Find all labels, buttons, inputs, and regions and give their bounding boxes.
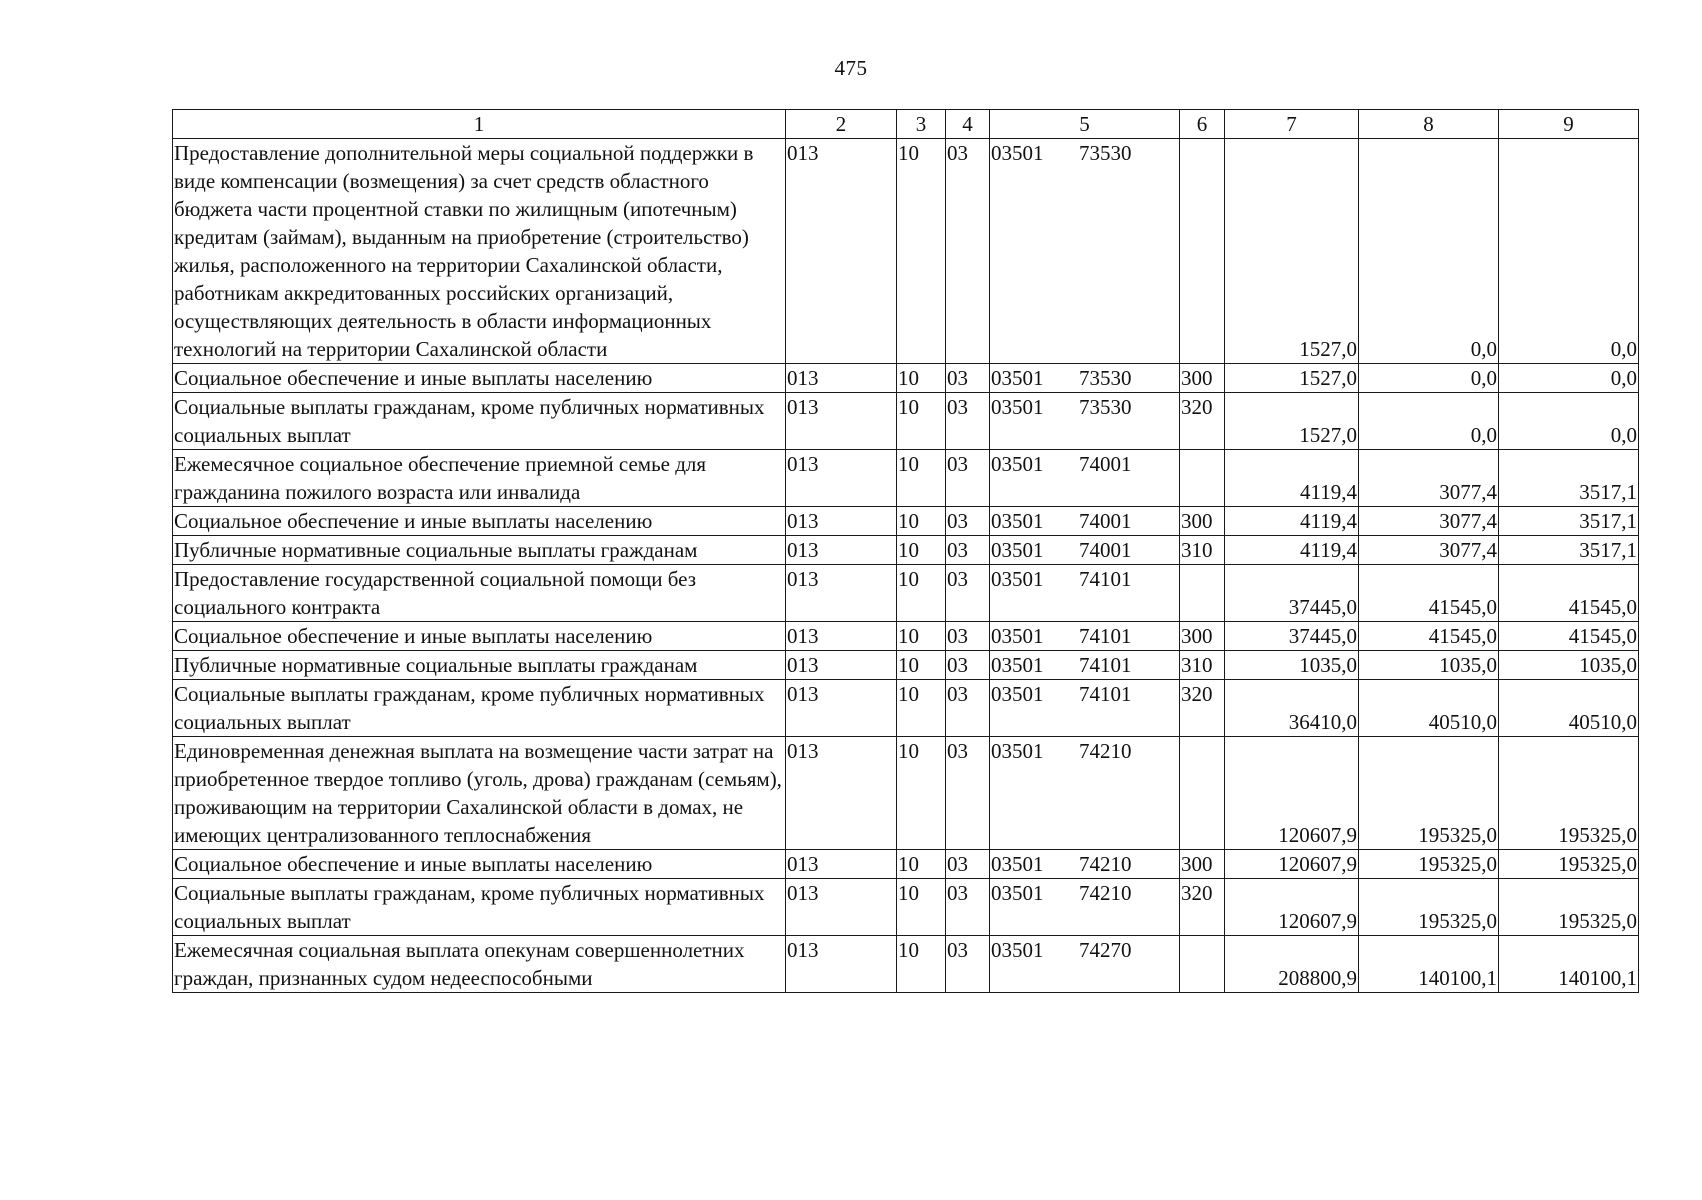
row-value-col8: 40510,0 — [1359, 680, 1499, 737]
row-value-col7: 4119,4 — [1225, 536, 1359, 565]
row-program-code — [990, 450, 1180, 507]
row-section-code: 10 — [897, 737, 946, 850]
row-expense-type-code: 300 — [1180, 850, 1225, 879]
row-description: Публичные нормативные социальные выплаты гражданам — [173, 651, 786, 680]
row-admin-code: 013 — [786, 139, 897, 364]
row-program-code-part2: 74210 — [1079, 739, 1132, 763]
table-row — [173, 507, 1639, 536]
row-program-code-part1: 03501 — [991, 366, 1044, 390]
row-expense-type-code: 310 — [1180, 536, 1225, 565]
row-description: Социальное обеспечение и иные выплаты населению — [173, 507, 786, 536]
row-section-code: 10 — [897, 622, 946, 651]
row-value-col7: 120607,9 — [1225, 879, 1359, 936]
row-value-col9: 1035,0 — [1499, 651, 1639, 680]
row-value-col8: 0,0 — [1359, 364, 1499, 393]
row-program-code — [990, 936, 1180, 993]
table-row — [173, 565, 1639, 622]
row-value-col9: 41545,0 — [1499, 565, 1639, 622]
row-program-code-part2: 74210 — [1079, 881, 1132, 905]
header-cell-9: 9 — [1499, 110, 1639, 139]
header-cell-4: 4 — [946, 110, 990, 139]
budget-table — [172, 109, 1639, 993]
row-admin-code: 013 — [786, 737, 897, 850]
row-program-code-part2: 74270 — [1079, 938, 1132, 962]
row-value-col7: 120607,9 — [1225, 850, 1359, 879]
row-program-code — [990, 507, 1180, 536]
row-subsection-code: 03 — [946, 651, 990, 680]
row-program-code — [990, 651, 1180, 680]
row-admin-code: 013 — [786, 536, 897, 565]
row-value-col9: 0,0 — [1499, 139, 1639, 364]
header-cell-8: 8 — [1359, 110, 1499, 139]
row-value-col8: 0,0 — [1359, 393, 1499, 450]
row-subsection-code: 03 — [946, 850, 990, 879]
row-subsection-code: 03 — [946, 507, 990, 536]
table-row — [173, 622, 1639, 651]
row-description: Социальное обеспечение и иные выплаты населению — [173, 622, 786, 651]
row-value-col8: 3077,4 — [1359, 536, 1499, 565]
row-program-code — [990, 139, 1180, 364]
row-subsection-code: 03 — [946, 393, 990, 450]
row-program-code-part1: 03501 — [991, 653, 1044, 677]
table-row — [173, 393, 1639, 450]
row-admin-code: 013 — [786, 936, 897, 993]
row-value-col8: 3077,4 — [1359, 507, 1499, 536]
row-program-code-part1: 03501 — [991, 452, 1044, 476]
row-value-col8: 1035,0 — [1359, 651, 1499, 680]
row-value-col7: 1527,0 — [1225, 139, 1359, 364]
row-subsection-code: 03 — [946, 364, 990, 393]
table-row — [173, 651, 1639, 680]
row-value-col9: 0,0 — [1499, 364, 1639, 393]
table-row — [173, 879, 1639, 936]
row-value-col9: 140100,1 — [1499, 936, 1639, 993]
row-program-code — [990, 680, 1180, 737]
header-cell-3: 3 — [897, 110, 946, 139]
row-value-col9: 195325,0 — [1499, 850, 1639, 879]
table-row — [173, 139, 1639, 364]
row-description: Публичные нормативные социальные выплаты гражданам — [173, 536, 786, 565]
row-program-code-part2: 73530 — [1079, 395, 1132, 419]
table-row — [173, 680, 1639, 737]
row-value-col9: 40510,0 — [1499, 680, 1639, 737]
row-value-col8: 195325,0 — [1359, 737, 1499, 850]
header-cell-5: 5 — [990, 110, 1180, 139]
row-section-code: 10 — [897, 139, 946, 364]
row-value-col7: 120607,9 — [1225, 737, 1359, 850]
row-subsection-code: 03 — [946, 536, 990, 565]
row-description: Социальные выплаты гражданам, кроме публичных нормативных социальных выплат — [173, 393, 786, 450]
row-program-code — [990, 393, 1180, 450]
row-value-col8: 41545,0 — [1359, 622, 1499, 651]
row-program-code-part2: 74210 — [1079, 852, 1132, 876]
row-admin-code: 013 — [786, 879, 897, 936]
row-admin-code: 013 — [786, 622, 897, 651]
row-description: Социальное обеспечение и иные выплаты населению — [173, 850, 786, 879]
row-admin-code: 013 — [786, 450, 897, 507]
row-description: Единовременная денежная выплата на возмещение части затрат на приобретенное твердое топливо (уголь, дрова) гражданам (семьям), проживающим на территории Сахалинской области в домах, не имеющих централизованного теплоснабжения — [173, 737, 786, 850]
row-value-col8: 195325,0 — [1359, 879, 1499, 936]
header-cell-1: 1 — [173, 110, 786, 139]
row-value-col7: 1527,0 — [1225, 364, 1359, 393]
row-program-code — [990, 737, 1180, 850]
row-section-code: 10 — [897, 507, 946, 536]
row-program-code — [990, 850, 1180, 879]
header-cell-2: 2 — [786, 110, 897, 139]
row-section-code: 10 — [897, 393, 946, 450]
row-expense-type-code: 300 — [1180, 622, 1225, 651]
row-value-col8: 0,0 — [1359, 139, 1499, 364]
row-program-code-part1: 03501 — [991, 624, 1044, 648]
row-program-code-part2: 74101 — [1079, 567, 1132, 591]
row-value-col9: 41545,0 — [1499, 622, 1639, 651]
row-admin-code: 013 — [786, 364, 897, 393]
row-value-col9: 3517,1 — [1499, 450, 1639, 507]
row-value-col9: 195325,0 — [1499, 879, 1639, 936]
row-expense-type-code — [1180, 450, 1225, 507]
row-section-code: 10 — [897, 879, 946, 936]
row-section-code: 10 — [897, 450, 946, 507]
table-row — [173, 850, 1639, 879]
table-row — [173, 364, 1639, 393]
row-value-col9: 3517,1 — [1499, 507, 1639, 536]
row-subsection-code: 03 — [946, 622, 990, 651]
row-admin-code: 013 — [786, 565, 897, 622]
row-program-code-part1: 03501 — [991, 739, 1044, 763]
row-program-code-part2: 74101 — [1079, 682, 1132, 706]
row-admin-code: 013 — [786, 680, 897, 737]
row-description: Социальное обеспечение и иные выплаты населению — [173, 364, 786, 393]
row-value-col7: 1527,0 — [1225, 393, 1359, 450]
row-expense-type-code — [1180, 565, 1225, 622]
page-number: 475 — [834, 56, 868, 80]
header-cell-7: 7 — [1225, 110, 1359, 139]
row-expense-type-code: 320 — [1180, 393, 1225, 450]
row-value-col9: 3517,1 — [1499, 536, 1639, 565]
table-row — [173, 936, 1639, 993]
row-subsection-code: 03 — [946, 737, 990, 850]
row-expense-type-code: 300 — [1180, 507, 1225, 536]
row-description: Предоставление дополнительной меры социальной поддержки в виде компенсации (возмещения) за счет средств областного бюджета части процентной ставки по жилищным (ипотечным) кредитам (займам), выданным на приобретение (строительство) жилья, расположенного на территории Сахалинской области, работникам аккредитованных российских организаций, осуществляющих деятельность в области информационных технологий на территории Сахалинской области — [173, 139, 786, 364]
row-description: Ежемесячная социальная выплата опекунам совершеннолетних граждан, признанных судом недееспособными — [173, 936, 786, 993]
row-program-code-part2: 73530 — [1079, 366, 1132, 390]
row-program-code-part1: 03501 — [991, 682, 1044, 706]
row-value-col8: 195325,0 — [1359, 850, 1499, 879]
row-value-col8: 140100,1 — [1359, 936, 1499, 993]
row-program-code-part1: 03501 — [991, 881, 1044, 905]
row-expense-type-code: 300 — [1180, 364, 1225, 393]
row-description: Социальные выплаты гражданам, кроме публичных нормативных социальных выплат — [173, 879, 786, 936]
table-row — [173, 450, 1639, 507]
header-cell-6: 6 — [1180, 110, 1225, 139]
row-value-col7: 37445,0 — [1225, 565, 1359, 622]
row-program-code-part1: 03501 — [991, 567, 1044, 591]
row-program-code-part2: 74101 — [1079, 653, 1132, 677]
row-subsection-code: 03 — [946, 936, 990, 993]
row-value-col7: 37445,0 — [1225, 622, 1359, 651]
header-row — [173, 110, 1639, 139]
row-subsection-code: 03 — [946, 139, 990, 364]
row-program-code-part2: 74001 — [1079, 538, 1132, 562]
row-program-code-part2: 74101 — [1079, 624, 1132, 648]
row-expense-type-code — [1180, 139, 1225, 364]
row-value-col7: 4119,4 — [1225, 507, 1359, 536]
row-program-code-part2: 74001 — [1079, 509, 1132, 533]
row-expense-type-code — [1180, 737, 1225, 850]
table-row — [173, 737, 1639, 850]
row-program-code-part2: 74001 — [1079, 452, 1132, 476]
row-value-col7: 208800,9 — [1225, 936, 1359, 993]
row-value-col9: 0,0 — [1499, 393, 1639, 450]
row-program-code-part1: 03501 — [991, 938, 1044, 962]
row-description: Ежемесячное социальное обеспечение приемной семье для гражданина пожилого возраста или инвалида — [173, 450, 786, 507]
row-program-code — [990, 536, 1180, 565]
row-value-col9: 195325,0 — [1499, 737, 1639, 850]
row-program-code-part1: 03501 — [991, 852, 1044, 876]
table-row — [173, 536, 1639, 565]
row-value-col8: 3077,4 — [1359, 450, 1499, 507]
row-subsection-code: 03 — [946, 879, 990, 936]
row-program-code-part1: 03501 — [991, 395, 1044, 419]
row-program-code — [990, 879, 1180, 936]
row-section-code: 10 — [897, 364, 946, 393]
row-expense-type-code: 310 — [1180, 651, 1225, 680]
row-subsection-code: 03 — [946, 680, 990, 737]
row-admin-code: 013 — [786, 507, 897, 536]
row-section-code: 10 — [897, 850, 946, 879]
row-expense-type-code — [1180, 936, 1225, 993]
row-admin-code: 013 — [786, 850, 897, 879]
row-program-code — [990, 364, 1180, 393]
row-section-code: 10 — [897, 536, 946, 565]
row-section-code: 10 — [897, 680, 946, 737]
row-description: Социальные выплаты гражданам, кроме публичных нормативных социальных выплат — [173, 680, 786, 737]
row-program-code-part1: 03501 — [991, 509, 1044, 533]
row-value-col7: 4119,4 — [1225, 450, 1359, 507]
row-section-code: 10 — [897, 565, 946, 622]
row-expense-type-code: 320 — [1180, 879, 1225, 936]
row-program-code-part2: 73530 — [1079, 141, 1132, 165]
row-value-col7: 1035,0 — [1225, 651, 1359, 680]
row-expense-type-code: 320 — [1180, 680, 1225, 737]
row-admin-code: 013 — [786, 651, 897, 680]
row-section-code: 10 — [897, 936, 946, 993]
table-body — [173, 139, 1639, 993]
row-subsection-code: 03 — [946, 565, 990, 622]
row-value-col8: 41545,0 — [1359, 565, 1499, 622]
row-section-code: 10 — [897, 651, 946, 680]
row-program-code — [990, 622, 1180, 651]
row-program-code-part1: 03501 — [991, 538, 1044, 562]
row-admin-code: 013 — [786, 393, 897, 450]
row-value-col7: 36410,0 — [1225, 680, 1359, 737]
row-program-code-part1: 03501 — [991, 141, 1044, 165]
row-program-code — [990, 565, 1180, 622]
row-subsection-code: 03 — [946, 450, 990, 507]
row-description: Предоставление государственной социальной помощи без социального контракта — [173, 565, 786, 622]
